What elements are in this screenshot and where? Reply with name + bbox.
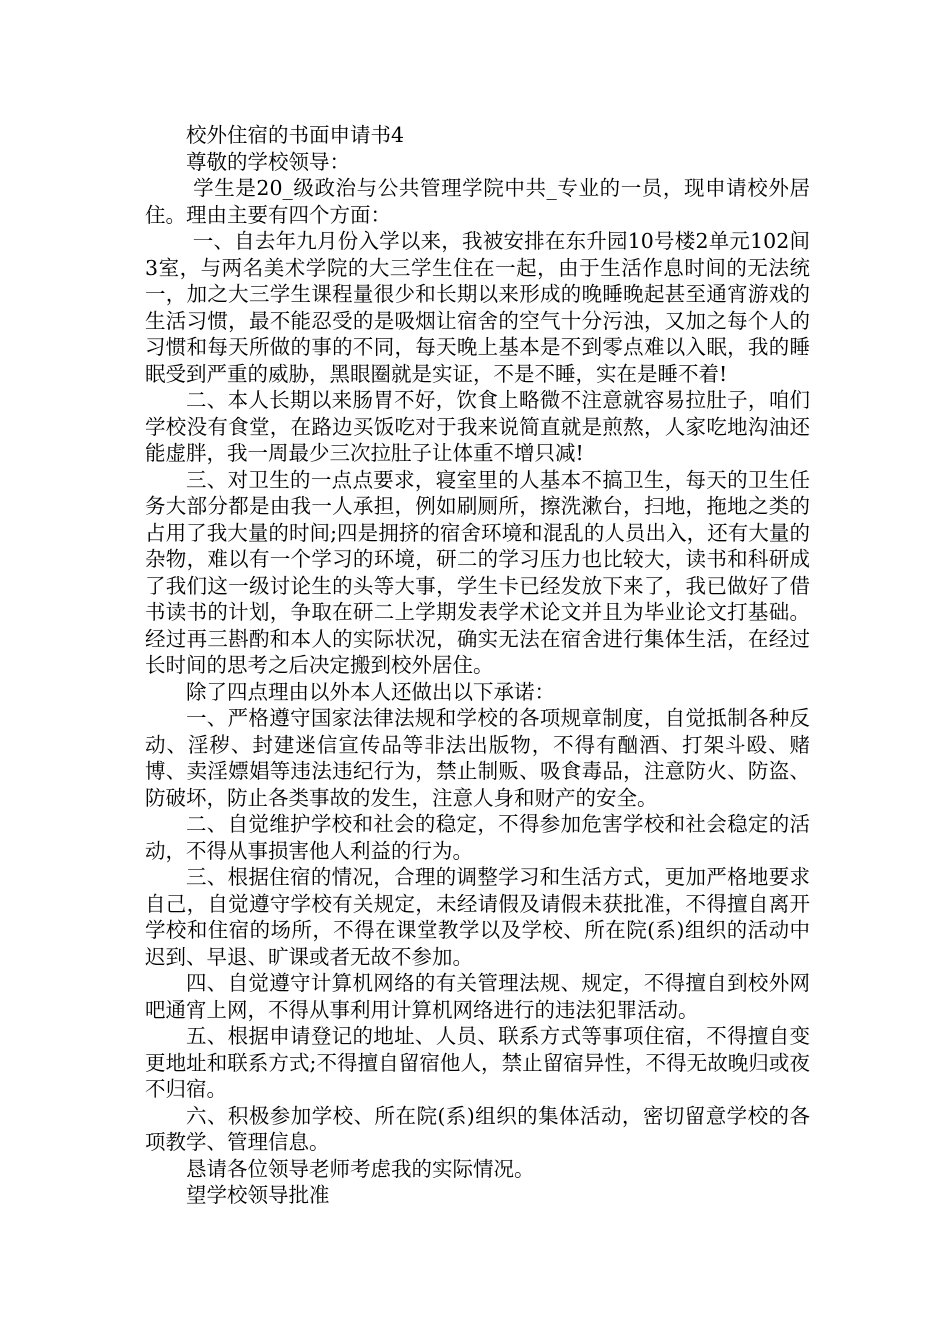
- document-page: [145, 122, 810, 1209]
- document-title: 校外住宿的书面申请书4: [186, 123, 405, 147]
- paragraph: 二、本人长期以来肠胃不好，饮食上略微不注意就容易拉肚子，咱们学校没有食堂，在路边买饭吃对于我来说简直就是煎熬，人家吃地沟油还能虚胖，我一周最少三次拉肚子让体重不增只减!: [145, 388, 810, 465]
- paragraph: 六、积极参加学校、所在院(系)组织的集体活动，密切留意学校的各项教学、管理信息。: [145, 1103, 810, 1154]
- paragraph: 二、自觉维护学校和社会的稳定，不得参加危害学校和社会稳定的活动，不得从事损害他人利益的行为。: [145, 812, 810, 863]
- paragraph: 望学校领导批准: [186, 1183, 330, 1207]
- paragraph: 一、自去年九月份入学以来，我被安排在东升园10号楼2单元102间3室，与两名美术学院的大三学生住在一起，由于生活作息时间的无法统一，加之大三学生课程量很少和长期以来形成的晚睡晚起甚至通宵游戏的生活习惯，最不能忍受的是吸烟让宿舍的空气十分污浊，又加之每个人的习惯和每天所做的事的不同，每天晚上基本是不到零点难以入眠，我的睡眠受到严重的威胁，黑眼圈就是实证，不是不睡，实在是睡不着!: [145, 229, 810, 386]
- paragraph: 学生是20_级政治与公共管理学院中共_专业的一员，现申请校外居住。理由主要有四个方面：: [145, 176, 810, 227]
- paragraph: 三、根据住宿的情况，合理的调整学习和生活方式，更加严格地要求自己，自觉遵守学校有关规定，未经请假及请假未获批准，不得擅自离开学校和住宿的场所，不得在课堂教学以及学校、所在院(系)组织的活动中迟到、早退、旷课或者无故不参加。: [145, 865, 810, 969]
- paragraph: 三、对卫生的一点点要求，寝室里的人基本不搞卫生，每天的卫生任务大部分都是由我一人承担，例如刷厕所，擦洗漱台，扫地，拖地之类的占用了我大量的时间;四是拥挤的宿舍环境和混乱的人员出入，还有大量的杂物，难以有一个学习的环境，研二的学习压力也比较大，读书和科研成了我们这一级讨论生的头等大事，学生卡已经发放下来了，我已做好了借书读书的计划，争取在研二上学期发表学术论文并且为毕业论文打基础。经过再三斟酌和本人的实际状况，确实无法在宿舍进行集体生活，在经过长时间的思考之后决定搬到校外居住。: [145, 467, 810, 677]
- paragraph: 五、根据申请登记的地址、人员、联系方式等事项住宿，不得擅自变更地址和联系方式;不得擅自留宿他人，禁止留宿异性，不得无故晚归或夜不归宿。: [145, 1024, 810, 1101]
- salutation: 尊敬的学校领导：: [186, 149, 350, 174]
- paragraph: 一、严格遵守国家法律法规和学校的各项规章制度，自觉抵制各种反动、淫秽、封建迷信宣传品等非法出版物，不得有酗酒、打架斗殴、赌博、卖淫嫖娼等违法违纪行为，禁止制贩、吸食毒品，注意防火、防盗、防破坏，防止各类事故的发生，注意人身和财产的安全。: [145, 706, 810, 810]
- paragraph: 四、自觉遵守计算机网络的有关管理法规、规定，不得擅自到校外网吧通宵上网，不得从事利用计算机网络进行的违法犯罪活动。: [145, 971, 810, 1022]
- paragraph: 恳请各位领导老师考虑我的实际情况。: [186, 1156, 535, 1181]
- paragraph: 除了四点理由以外本人还做出以下承诺：: [186, 679, 555, 704]
